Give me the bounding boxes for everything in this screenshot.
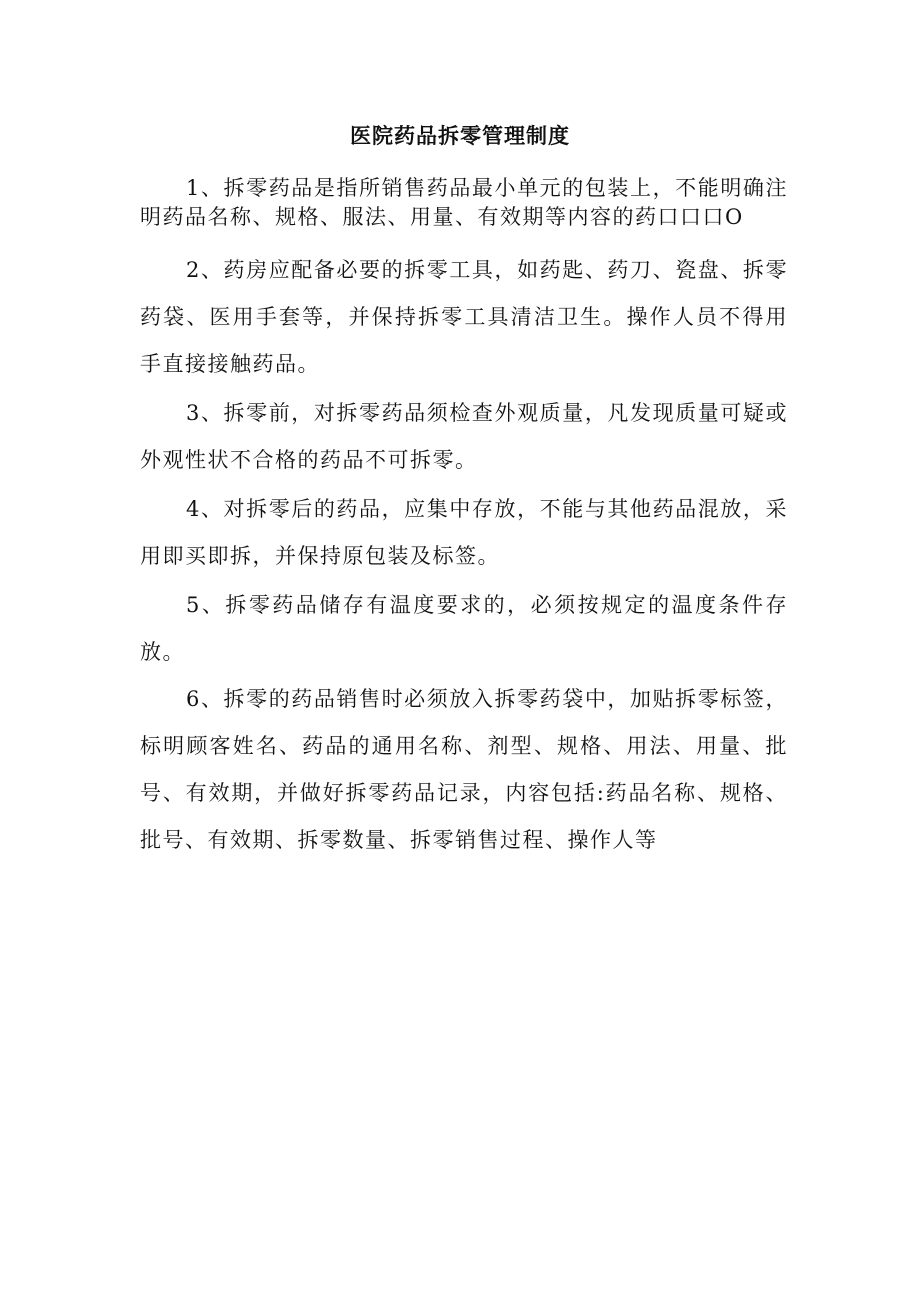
paragraph-5: 5、拆零药品储存有温度要求的，必须按规定的温度条件存放。 [140, 593, 788, 664]
paragraph-3: 3、拆零前，对拆零药品须检查外观质量，凡发现质量可疑或外观性状不合格的药品不可拆零。 [140, 401, 788, 472]
paragraph-1: 1、拆零药品是指所销售药品最小单元的包装上，不能明确注明药品名称、规格、服法、用量、有效期等内容的药口口口O [140, 176, 788, 229]
paragraph-4: 4、对拆零后的药品，应集中存放，不能与其他药品混放，采用即买即拆，并保持原包装及标签。 [140, 497, 788, 568]
paragraph-2: 2、药房应配备必要的拆零工具，如药匙、药刀、瓷盘、拆零药袋、医用手套等，并保持拆零工具清洁卫生。操作人员不得用手直接接触药品。 [140, 258, 788, 376]
document-title: 医院药品拆零管理制度 [350, 123, 570, 148]
paragraph-6: 6、拆零的药品销售时必须放入拆零药袋中，加贴拆零标签，标明顾客姓名、药品的通用名称、剂型、规格、用法、用量、批号、有效期，并做好拆零药品记录，内容包括:药品名称、规格、批号、有效期、拆零数量、拆零销售过程、操作人等 [140, 687, 788, 852]
